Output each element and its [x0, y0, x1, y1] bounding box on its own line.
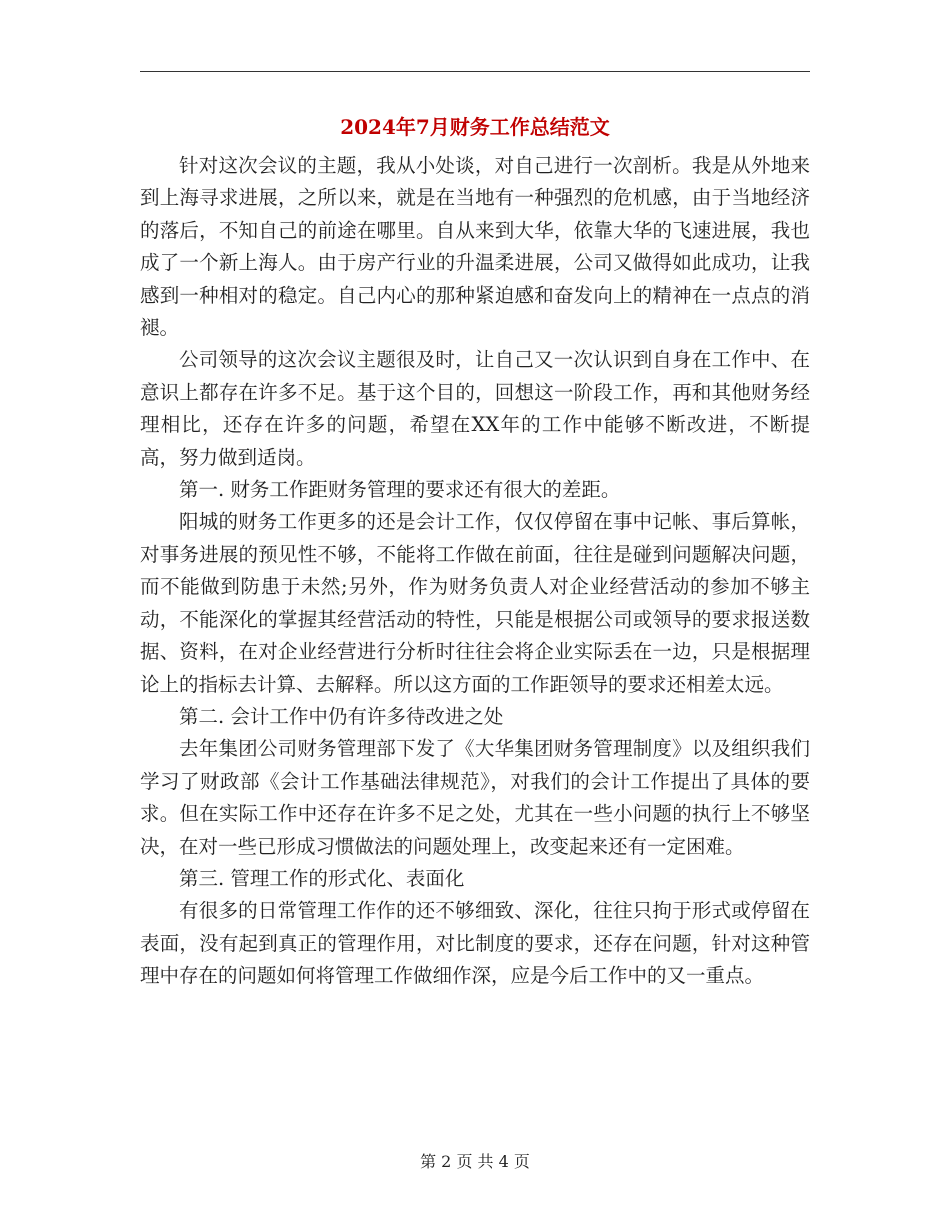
document-title: 2024年7月财务工作总结范文 [340, 115, 610, 139]
paragraph-2: 公司领导的这次会议主题很及时，让自己又一次认识到自身在工作中、在意识上都存在许多不足。基于这个目的，回想这一阶段工作，再和其他财务经理相比，还存在许多的问题，希望在XX年的工作中能够不断改进，不断提高，努力做到适岗。 [140, 348, 810, 469]
paragraph-4: 去年集团公司财务管理部下发了《大华集团财务管理制度》以及组织我们学习了财政部《会计工作基础法律规范》，对我们的会计工作提出了具体的要求。但在实际工作中还存在许多不足之处，尤其在一些小问题的执行上不够坚决，在对一些已形成习惯做法的问题处理上，改变起来还有一定困难。 [140, 737, 810, 858]
section-heading-1: 第一. 财务工作距财务管理的要求还有很大的差距。 [179, 478, 621, 502]
section-heading-3: 第三. 管理工作的形式化、表面化 [179, 866, 465, 890]
page-number-footer: 第 2 页 共 4 页 [420, 1152, 530, 1171]
paragraph-5: 有很多的日常管理工作作的还不够细致、深化，往往只拘于形式或停留在表面，没有起到真正的管理作用，对比制度的要求，还存在问题，针对这种管理中存在的问题如何将管理工作做细作深，应是今后工作中的又一重点。 [140, 899, 810, 988]
section-heading-2: 第二. 会计工作中仍有许多待改进之处 [179, 704, 504, 728]
document-body [140, 150, 810, 993]
header-rule [140, 71, 810, 72]
paragraph-1: 针对这次会议的主题，我从小处谈，对自己进行一次剖析。我是从外地来到上海寻求进展，之所以来，就是在当地有一种强烈的危机感，由于当地经济的落后，不知自己的前途在哪里。自从来到大华，依靠大华的飞速进展，我也成了一个新上海人。由于房产行业的升温柔进展，公司又做得如此成功，让我感到一种相对的稳定。自己内心的那种紧迫感和奋发向上的精神在一点点的消褪。 [140, 154, 810, 340]
paragraph-3: 阳城的财务工作更多的还是会计工作，仅仅停留在事中记帐、事后算帐，对事务进展的预见性不够，不能将工作做在前面，往往是碰到问题解决问题，而不能做到防患于未然;另外，作为财务负责人对企业经营活动的参加不够主动，不能深化的掌握其经营活动的特性，只能是根据公司或领导的要求报送数据、资料，在对企业经营进行分析时往往会将企业实际丢在一边，只是根据理论上的指标去计算、去解释。所以这方面的工作距领导的要求还相差太远。 [140, 510, 810, 696]
